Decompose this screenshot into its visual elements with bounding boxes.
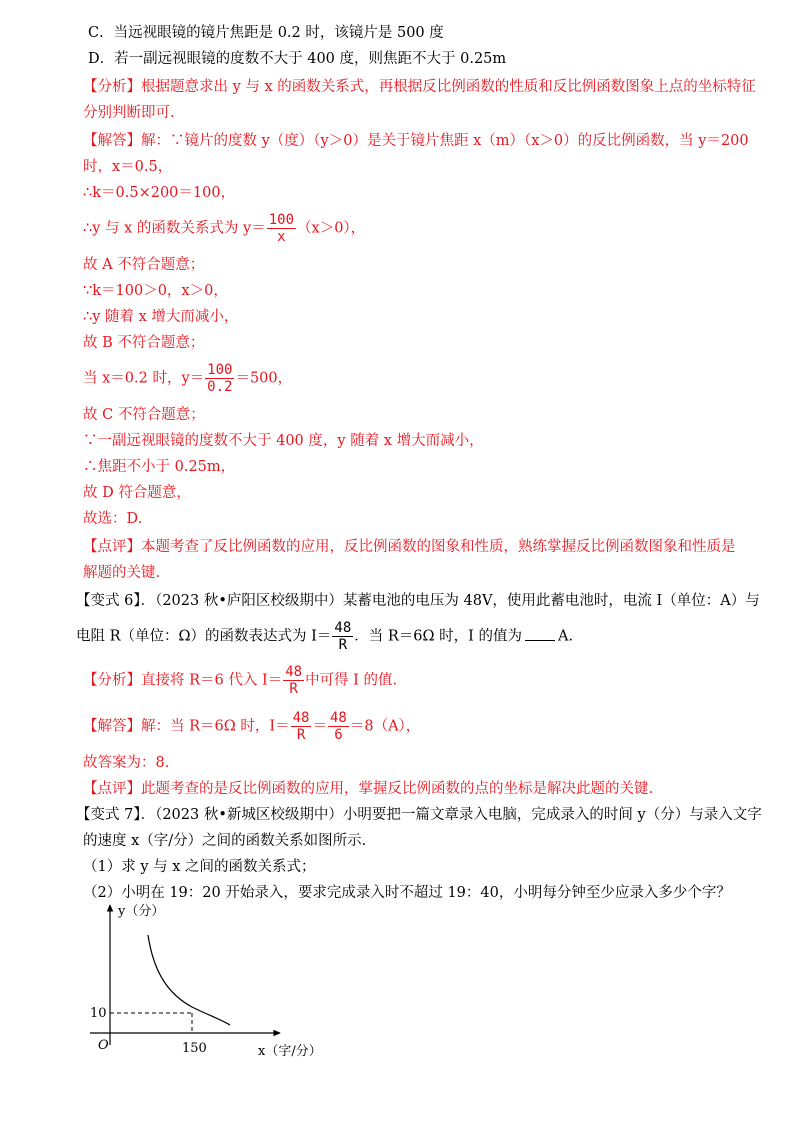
answer-line-12: ∴焦距不小于 0.25m， — [83, 459, 236, 475]
origin-label: O — [98, 1038, 109, 1053]
fraction-denominator: x — [277, 229, 286, 245]
fraction-48-over-R — [332, 620, 353, 653]
answer-line-8: 故 B 不符合题意； — [83, 335, 205, 351]
option-d: D．若一副远视眼镜的度数不大于 400 度，则焦距不大于 0.25m — [88, 51, 507, 67]
answer-line-2: 时，x＝0.5， — [83, 159, 173, 175]
v6-q2-post: A. — [557, 628, 574, 645]
comment-line-1: 【点评】本题考查了反比例函数的应用，反比例函数的图象和性质，熟练掌握反比例函数图象和性质是 — [83, 539, 736, 555]
option-c: C．当远视眼镜的镜片焦距是 0.2 时，该镜片是 500 度 — [88, 25, 444, 41]
fraction-denominator: 0.2 — [207, 379, 233, 395]
fraction-48-over-R — [291, 710, 312, 743]
inverse-function-graph — [80, 895, 340, 1070]
x-axis-label: x（字/分） — [258, 1044, 322, 1059]
fraction-denominator: R — [289, 681, 298, 697]
fraction-100-over-x — [267, 212, 296, 245]
answer-line-14: 故选：D. — [83, 511, 143, 527]
v6-q2-mid: ．当 R＝6Ω 时，I 的值为 — [354, 628, 522, 645]
y-axis-label: y（分） — [118, 904, 165, 919]
fraction-100-over-0.2 — [205, 362, 234, 395]
v6-comment: 【点评】此题考查的是反比例函数的应用，掌握反比例函数的点的坐标是解决此题的关键. — [83, 781, 654, 797]
v6-answer — [83, 710, 420, 743]
answer-line-4-post: （x＞0）， — [297, 220, 366, 237]
v6-answer-post: ＝8（A）， — [349, 718, 421, 735]
answer-line-4-pre: ∴y 与 x 的函数关系式为 y＝ — [83, 220, 266, 237]
variant-6-question-1: 【变式 6】．（2023 秋•庐阳区校级期中）某蓄电池的电压为 48V，使用此蓄电池时，电流 I（单位：A）与 — [76, 593, 760, 609]
v6-answer-pre: 【解答】解：当 R＝6Ω 时，I＝ — [83, 718, 290, 735]
v6-q2-pre: 电阻 R（单位：Ω）的函数表达式为 I＝ — [76, 628, 332, 645]
answer-line-10: 故 C 不符合题意； — [83, 407, 205, 423]
v6-analysis — [83, 664, 397, 697]
variant-7-question-1: 【变式 7】．（2023 秋•新城区校级期中）小明要把一篇文章录入电脑，完成录入的时间 y（分）与录入文字 — [76, 807, 762, 823]
fraction-numerator: 48 — [285, 664, 303, 680]
fraction-denominator: R — [338, 637, 348, 653]
variant-6-question-2 — [76, 620, 573, 653]
answer-blank — [525, 626, 555, 641]
answer-line-13: 故 D 符合题意， — [83, 485, 191, 501]
answer-line-4 — [83, 212, 365, 245]
v6-analysis-post: 中可得 I 的值. — [305, 672, 398, 689]
hyperbola-curve — [148, 935, 230, 1025]
answer-line-7: ∴y 随着 x 增大而减小， — [83, 309, 239, 325]
fraction-48-over-R — [283, 664, 304, 697]
x-tick-150: 150 — [182, 1041, 207, 1056]
variant-7-question-2: 的速度 x（字/分）之间的函数关系如图所示. — [83, 833, 367, 849]
answer-line-11: ∵一副远视眼镜的度数不大于 400 度，y 随着 x 增大而减小， — [83, 433, 484, 449]
answer-line-5: 故 A 不符合题意； — [83, 257, 205, 273]
fraction-numerator: 100 — [207, 362, 233, 378]
comment-line-2: 解题的关键. — [83, 565, 161, 581]
answer-line-6: ∵k＝100＞0，x＞0， — [83, 283, 228, 299]
variant-7-question-3: （1）求 y 与 x 之间的函数关系式； — [83, 859, 316, 875]
v6-analysis-pre: 【分析】直接将 R＝6 代入 I＝ — [83, 672, 283, 689]
fraction-denominator: R — [296, 727, 306, 743]
answer-line-9-pre: 当 x＝0.2 时，y＝ — [83, 370, 205, 387]
v6-answer-2: 故答案为：8. — [83, 755, 170, 771]
variant-7-question-4: （2）小明在 19：20 开始录入，要求完成录入时不超过 19：40，小明每分钟至少应录入多少个字？ — [83, 885, 731, 901]
fraction-numerator: 48 — [334, 620, 352, 636]
y-tick-10: 10 — [90, 1006, 107, 1021]
analysis-line-2: 分别判断即可. — [83, 105, 175, 121]
answer-line-3: ∴k＝0.5×200＝100， — [83, 185, 236, 201]
fraction-denominator: 6 — [334, 727, 343, 743]
answer-line-1: 【解答】解：∵镜片的度数 y（度）（y＞0）是关于镜片焦距 x（m）（x＞0）的反比例函数，当 y＝200 — [83, 133, 749, 149]
answer-line-9 — [83, 362, 292, 395]
analysis-line-1: 【分析】根据题意求出 y 与 x 的函数关系式，再根据反比例函数的性质和反比例函数图象上点的坐标特征 — [83, 79, 756, 95]
answer-line-9-post: ＝500， — [235, 370, 293, 387]
fraction-numerator: 100 — [268, 212, 295, 228]
v6-answer-eq: ＝ — [312, 718, 327, 735]
fraction-numerator: 48 — [329, 710, 347, 726]
fraction-48-over-6 — [328, 710, 349, 743]
fraction-numerator: 48 — [292, 710, 310, 726]
